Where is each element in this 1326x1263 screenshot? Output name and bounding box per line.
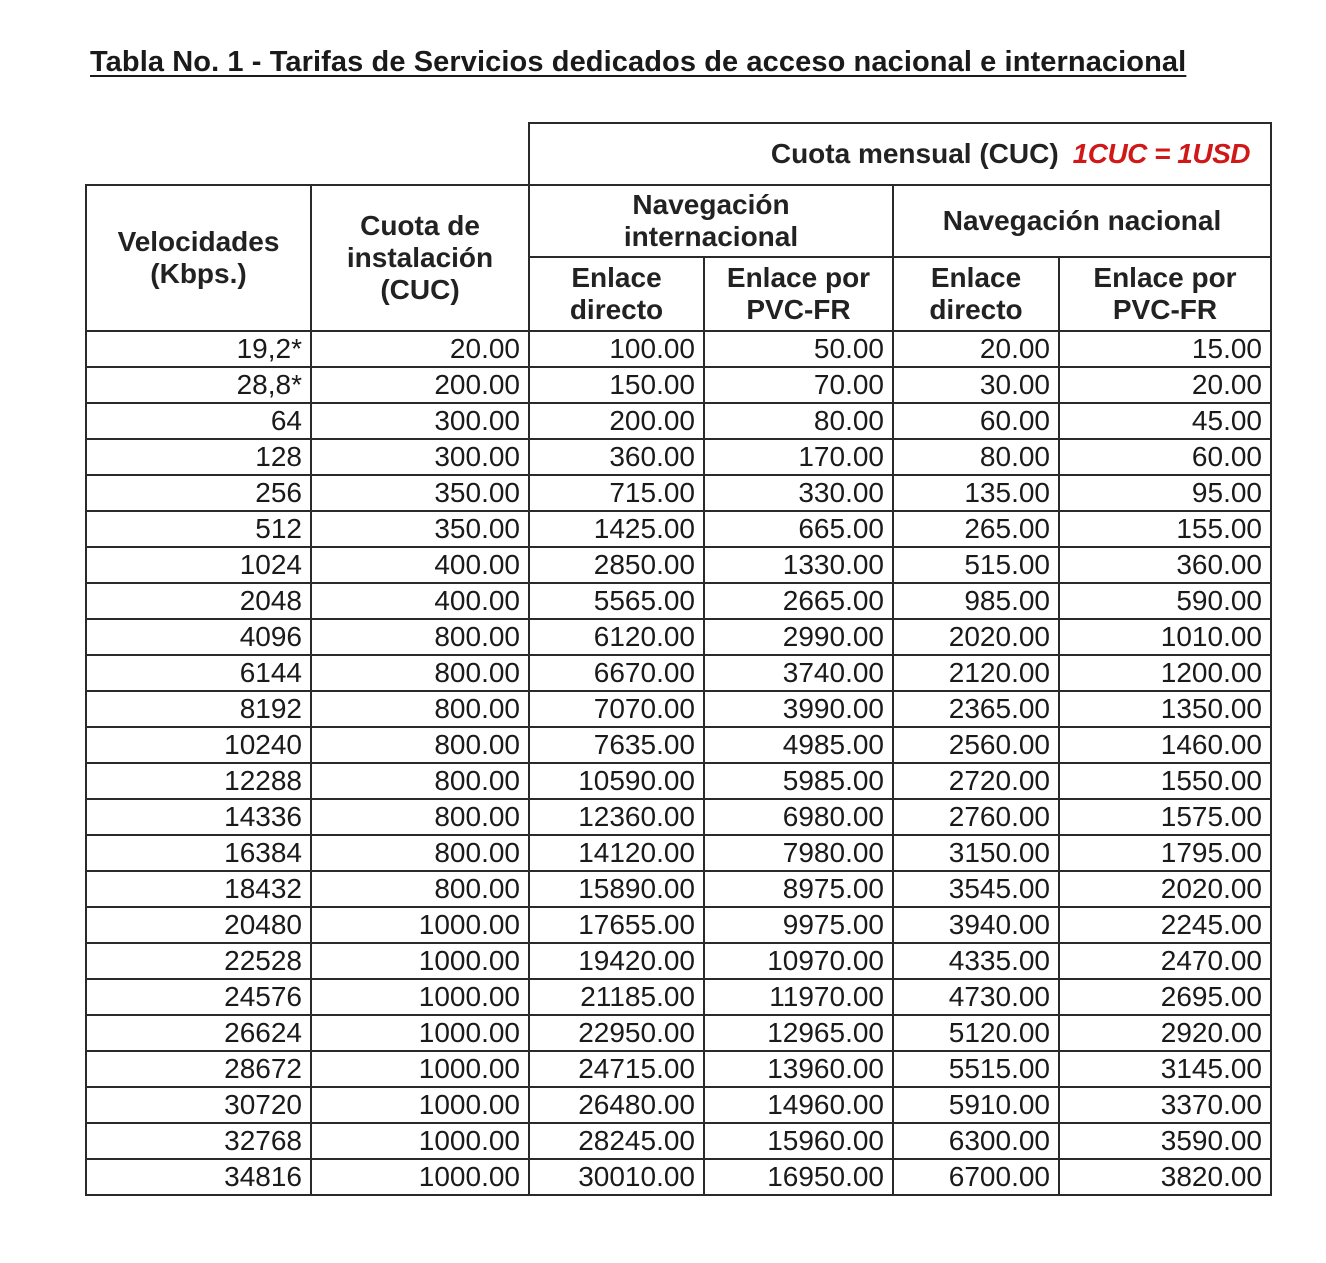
nat-pvc-cell: 1010.00 — [1059, 619, 1271, 655]
table-row — [86, 403, 1271, 439]
document-title: Tabla No. 1 - Tarifas de Servicios dedicados de acceso nacional e internacional — [90, 46, 1187, 78]
table-row — [86, 511, 1271, 547]
table-row — [86, 979, 1271, 1015]
nat-pvc-cell: 2020.00 — [1059, 871, 1271, 907]
speed-cell: 64 — [86, 403, 311, 439]
table-row — [86, 763, 1271, 799]
nat-pvc-cell: 3145.00 — [1059, 1051, 1271, 1087]
int-direct-cell: 26480.00 — [529, 1087, 704, 1123]
velocidades-header-line: (Kbps.) — [150, 258, 247, 289]
table-body — [86, 331, 1271, 1195]
int-pvc-cell: 6980.00 — [704, 799, 893, 835]
int-direct-cell: 100.00 — [529, 331, 704, 367]
int-direct-cell: 150.00 — [529, 367, 704, 403]
int-direct-cell: 7635.00 — [529, 727, 704, 763]
install-fee-cell: 20.00 — [311, 331, 529, 367]
speed-cell: 32768 — [86, 1123, 311, 1159]
speed-cell: 12288 — [86, 763, 311, 799]
int-direct-cell: 22950.00 — [529, 1015, 704, 1051]
int-direct-cell: 30010.00 — [529, 1159, 704, 1195]
install-fee-cell: 1000.00 — [311, 1051, 529, 1087]
int-pvc-cell: 9975.00 — [704, 907, 893, 943]
int-pvc-cell: 8975.00 — [704, 871, 893, 907]
speed-cell: 26624 — [86, 1015, 311, 1051]
nat-direct-cell: 5515.00 — [893, 1051, 1059, 1087]
nat-pvc-cell: 1575.00 — [1059, 799, 1271, 835]
int-direct-cell: 1425.00 — [529, 511, 704, 547]
table-row — [86, 943, 1271, 979]
install-fee-cell: 300.00 — [311, 439, 529, 475]
int-direct-cell: 12360.00 — [529, 799, 704, 835]
subheader-line: directo — [569, 294, 664, 325]
nat-pvc-cell: 1795.00 — [1059, 835, 1271, 871]
velocidades-header-line: Velocidades — [117, 226, 280, 257]
subheader-line: directo — [929, 294, 1023, 325]
nat-pvc-cell: 20.00 — [1059, 367, 1271, 403]
speed-cell: 8192 — [86, 691, 311, 727]
int-direct-cell: 2850.00 — [529, 547, 704, 583]
instalacion-header-line: Cuota de — [360, 210, 480, 241]
nat-direct-cell: 20.00 — [893, 331, 1059, 367]
table-row — [86, 439, 1271, 475]
nat-direct-cell: 2365.00 — [893, 691, 1059, 727]
install-fee-cell: 800.00 — [311, 691, 529, 727]
internacional-header-line: internacional — [623, 221, 799, 252]
int-pvc-cell: 2665.00 — [704, 583, 893, 619]
table-row — [86, 655, 1271, 691]
int-pvc-cell: 1330.00 — [704, 547, 893, 583]
speed-cell: 34816 — [86, 1159, 311, 1195]
nat-direct-cell: 80.00 — [893, 439, 1059, 475]
table-row — [86, 691, 1271, 727]
table-row — [86, 835, 1271, 871]
install-fee-cell: 1000.00 — [311, 1087, 529, 1123]
table-row — [86, 619, 1271, 655]
int-pvc-cell: 5985.00 — [704, 763, 893, 799]
nat-pvc-cell: 15.00 — [1059, 331, 1271, 367]
install-fee-cell: 800.00 — [311, 799, 529, 835]
install-fee-cell: 800.00 — [311, 619, 529, 655]
int-direct-cell: 19420.00 — [529, 943, 704, 979]
table-row — [86, 331, 1271, 367]
int-direct-cell: 10590.00 — [529, 763, 704, 799]
nat-pvc-cell: 590.00 — [1059, 583, 1271, 619]
install-fee-cell: 800.00 — [311, 763, 529, 799]
int-pvc-cell: 7980.00 — [704, 835, 893, 871]
nat-pvc-cell: 2695.00 — [1059, 979, 1271, 1015]
install-fee-cell: 350.00 — [311, 475, 529, 511]
int-pvc-cell: 170.00 — [704, 439, 893, 475]
speed-cell: 18432 — [86, 871, 311, 907]
int-direct-cell: 5565.00 — [529, 583, 704, 619]
nat-pvc-cell: 3820.00 — [1059, 1159, 1271, 1195]
int-direct-cell: 28245.00 — [529, 1123, 704, 1159]
nat-direct-cell: 3150.00 — [893, 835, 1059, 871]
int-directo-header — [529, 257, 704, 331]
nat-pvc-cell: 155.00 — [1059, 511, 1271, 547]
table-row — [86, 1159, 1271, 1195]
nat-direct-cell: 2760.00 — [893, 799, 1059, 835]
int-pvc-cell: 330.00 — [704, 475, 893, 511]
nat-pvc-cell: 1350.00 — [1059, 691, 1271, 727]
instalacion-header-line: instalación — [346, 242, 494, 273]
subheader-line: Enlace por — [726, 262, 871, 293]
speed-cell: 20480 — [86, 907, 311, 943]
nat-direct-cell: 3940.00 — [893, 907, 1059, 943]
int-pvc-cell: 15960.00 — [704, 1123, 893, 1159]
int-pvc-cell: 3990.00 — [704, 691, 893, 727]
int-direct-cell: 17655.00 — [529, 907, 704, 943]
install-fee-cell: 800.00 — [311, 727, 529, 763]
int-pvc-cell: 10970.00 — [704, 943, 893, 979]
install-fee-cell: 400.00 — [311, 547, 529, 583]
nat-pvc-cell: 45.00 — [1059, 403, 1271, 439]
int-direct-cell: 7070.00 — [529, 691, 704, 727]
speed-cell: 30720 — [86, 1087, 311, 1123]
install-fee-cell: 800.00 — [311, 835, 529, 871]
install-fee-cell: 300.00 — [311, 403, 529, 439]
int-pvc-cell: 50.00 — [704, 331, 893, 367]
nat-pvc-cell: 1460.00 — [1059, 727, 1271, 763]
speed-cell: 16384 — [86, 835, 311, 871]
nat-pvc-cell: 1550.00 — [1059, 763, 1271, 799]
table-row — [86, 907, 1271, 943]
header-row-sections — [86, 185, 1271, 257]
nat-pvc-cell: 2470.00 — [1059, 943, 1271, 979]
speed-cell: 2048 — [86, 583, 311, 619]
nat-direct-cell: 6300.00 — [893, 1123, 1059, 1159]
nat-direct-cell: 3545.00 — [893, 871, 1059, 907]
tariff-table — [85, 122, 1272, 1196]
int-pvc-cell: 80.00 — [704, 403, 893, 439]
velocidades-header — [86, 185, 311, 331]
speed-cell: 256 — [86, 475, 311, 511]
subheader-line: Enlace por — [1093, 262, 1237, 293]
nat-pvc-cell: 2920.00 — [1059, 1015, 1271, 1051]
subheader-line: PVC-FR — [1112, 294, 1218, 325]
install-fee-cell: 350.00 — [311, 511, 529, 547]
install-fee-cell: 1000.00 — [311, 1015, 529, 1051]
int-pvc-cell: 4985.00 — [704, 727, 893, 763]
subheader-line: PVC-FR — [746, 294, 851, 325]
nat-direct-cell: 5910.00 — [893, 1087, 1059, 1123]
int-pvc-cell: 12965.00 — [704, 1015, 893, 1051]
table-row — [86, 871, 1271, 907]
install-fee-cell: 1000.00 — [311, 1123, 529, 1159]
table-row — [86, 367, 1271, 403]
int-pvc-header — [704, 257, 893, 331]
speed-cell: 6144 — [86, 655, 311, 691]
int-pvc-cell: 2990.00 — [704, 619, 893, 655]
nat-pvc-cell: 95.00 — [1059, 475, 1271, 511]
header-row-group — [86, 123, 1271, 185]
int-direct-cell: 24715.00 — [529, 1051, 704, 1087]
header-blank-corner — [86, 123, 529, 185]
nac-directo-header — [893, 257, 1059, 331]
speed-cell: 28,8* — [86, 367, 311, 403]
nacional-header: Navegación nacional — [893, 185, 1271, 257]
table-row — [86, 547, 1271, 583]
monthly-fee-header — [529, 123, 1271, 185]
install-fee-cell: 400.00 — [311, 583, 529, 619]
instalacion-header — [311, 185, 529, 331]
install-fee-cell: 800.00 — [311, 871, 529, 907]
int-pvc-cell: 3740.00 — [704, 655, 893, 691]
table-row — [86, 1015, 1271, 1051]
speed-cell: 14336 — [86, 799, 311, 835]
install-fee-cell: 1000.00 — [311, 979, 529, 1015]
nat-pvc-cell: 60.00 — [1059, 439, 1271, 475]
speed-cell: 128 — [86, 439, 311, 475]
int-direct-cell: 715.00 — [529, 475, 704, 511]
table-row — [86, 475, 1271, 511]
nat-direct-cell: 30.00 — [893, 367, 1059, 403]
install-fee-cell: 1000.00 — [311, 907, 529, 943]
int-pvc-cell: 14960.00 — [704, 1087, 893, 1123]
nat-direct-cell: 4730.00 — [893, 979, 1059, 1015]
nat-pvc-cell: 2245.00 — [1059, 907, 1271, 943]
int-direct-cell: 14120.00 — [529, 835, 704, 871]
speed-cell: 19,2* — [86, 331, 311, 367]
nat-direct-cell: 985.00 — [893, 583, 1059, 619]
internacional-header-line: Navegación — [632, 189, 790, 220]
nac-pvc-header — [1059, 257, 1271, 331]
int-pvc-cell: 16950.00 — [704, 1159, 893, 1195]
speed-cell: 10240 — [86, 727, 311, 763]
install-fee-cell: 1000.00 — [311, 943, 529, 979]
nat-direct-cell: 5120.00 — [893, 1015, 1059, 1051]
install-fee-cell: 200.00 — [311, 367, 529, 403]
int-pvc-cell: 665.00 — [704, 511, 893, 547]
internacional-header — [529, 185, 893, 257]
speed-cell: 4096 — [86, 619, 311, 655]
table-row — [86, 727, 1271, 763]
nat-direct-cell: 2720.00 — [893, 763, 1059, 799]
table-row — [86, 583, 1271, 619]
nat-direct-cell: 2020.00 — [893, 619, 1059, 655]
install-fee-cell: 1000.00 — [311, 1159, 529, 1195]
install-fee-cell: 800.00 — [311, 655, 529, 691]
instalacion-header-line: (CUC) — [380, 274, 460, 305]
table-row — [86, 1123, 1271, 1159]
table-row — [86, 1087, 1271, 1123]
int-direct-cell: 21185.00 — [529, 979, 704, 1015]
nat-direct-cell: 515.00 — [893, 547, 1059, 583]
table-header — [86, 123, 1271, 331]
int-pvc-cell: 70.00 — [704, 367, 893, 403]
nat-direct-cell: 265.00 — [893, 511, 1059, 547]
int-direct-cell: 15890.00 — [529, 871, 704, 907]
speed-cell: 512 — [86, 511, 311, 547]
nat-direct-cell: 4335.00 — [893, 943, 1059, 979]
speed-cell: 28672 — [86, 1051, 311, 1087]
int-direct-cell: 360.00 — [529, 439, 704, 475]
int-pvc-cell: 13960.00 — [704, 1051, 893, 1087]
nat-direct-cell: 135.00 — [893, 475, 1059, 511]
int-direct-cell: 6670.00 — [529, 655, 704, 691]
currency-note: 1CUC = 1USD — [1072, 138, 1250, 169]
subheader-line: Enlace — [930, 262, 1022, 293]
nat-pvc-cell: 3590.00 — [1059, 1123, 1271, 1159]
int-direct-cell: 6120.00 — [529, 619, 704, 655]
nat-pvc-cell: 360.00 — [1059, 547, 1271, 583]
int-pvc-cell: 11970.00 — [704, 979, 893, 1015]
table-row — [86, 799, 1271, 835]
monthly-fee-label: Cuota mensual (CUC) — [770, 138, 1059, 169]
table-row — [86, 1051, 1271, 1087]
nat-pvc-cell: 3370.00 — [1059, 1087, 1271, 1123]
nat-direct-cell: 2120.00 — [893, 655, 1059, 691]
subheader-line: Enlace — [571, 262, 662, 293]
int-direct-cell: 200.00 — [529, 403, 704, 439]
speed-cell: 24576 — [86, 979, 311, 1015]
speed-cell: 22528 — [86, 943, 311, 979]
nat-direct-cell: 6700.00 — [893, 1159, 1059, 1195]
speed-cell: 1024 — [86, 547, 311, 583]
nat-direct-cell: 2560.00 — [893, 727, 1059, 763]
nat-direct-cell: 60.00 — [893, 403, 1059, 439]
nat-pvc-cell: 1200.00 — [1059, 655, 1271, 691]
